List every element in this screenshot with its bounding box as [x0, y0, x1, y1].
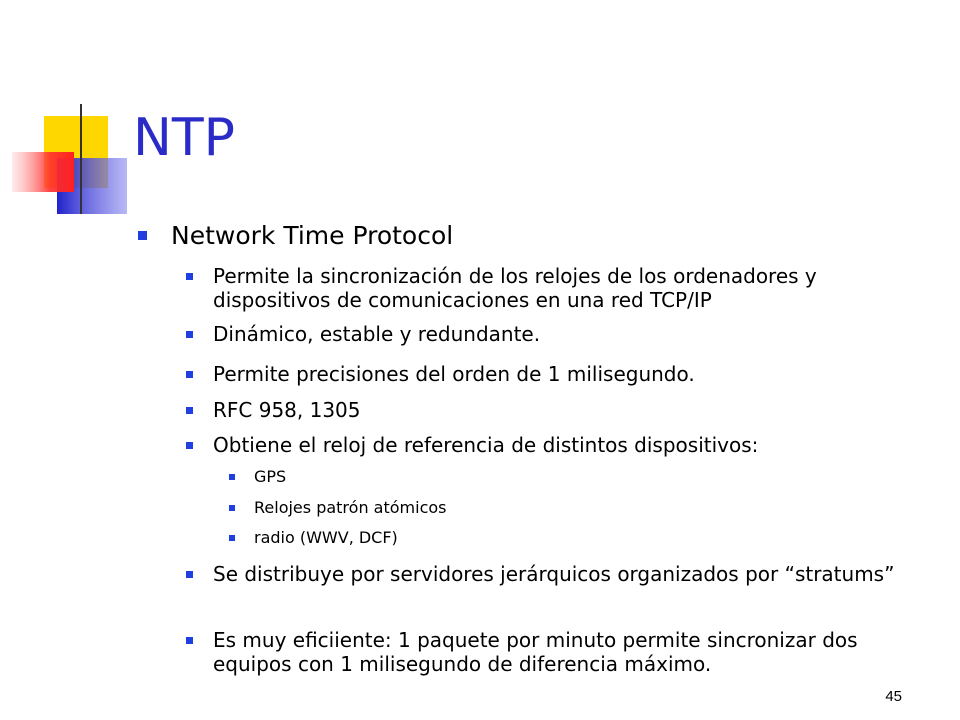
list-item	[254, 498, 446, 518]
square-bullet-icon	[229, 535, 235, 541]
slide-title: NTP	[133, 108, 236, 168]
list-item	[213, 562, 913, 586]
list-item	[213, 398, 361, 422]
square-bullet-icon	[186, 407, 193, 414]
list-item-text: GPS	[254, 467, 287, 486]
list-item-text: Obtiene el reloj de referencia de distintos dispositivos:	[213, 433, 759, 457]
list-item-text: Se distribuye por servidores jerárquicos organizados por “stratums”	[213, 562, 895, 586]
list-item-text: Es muy eficiiente: 1 paquete por minuto permite sincronizar dos equipos con 1 milisegundo de diferencia máximo.	[213, 628, 858, 676]
list-item-text: Dinámico, estable y redundante.	[213, 322, 541, 346]
square-bullet-icon	[186, 571, 193, 578]
list-item	[213, 362, 695, 386]
list-item-text: radio (WWV, DCF)	[254, 528, 398, 547]
list-item	[171, 221, 453, 250]
square-bullet-icon	[186, 331, 193, 338]
list-item	[213, 433, 758, 457]
list-item	[213, 264, 933, 312]
list-item-text: RFC 958, 1305	[213, 398, 361, 422]
square-bullet-icon	[229, 474, 235, 480]
deco-red-square	[12, 152, 74, 192]
list-item-text: Relojes patrón atómicos	[254, 498, 447, 517]
square-bullet-icon	[186, 442, 193, 449]
square-bullet-icon	[186, 637, 193, 644]
square-bullet-icon	[138, 231, 147, 240]
list-item	[254, 528, 398, 548]
list-item	[254, 467, 286, 487]
list-item	[213, 322, 540, 346]
list-item-text: Network Time Protocol	[171, 221, 454, 250]
list-item-text: Permite precisiones del orden de 1 milisegundo.	[213, 362, 695, 386]
square-bullet-icon	[186, 371, 193, 378]
list-item-text: Permite la sincronización de los relojes de los ordenadores y dispositivos de comunicaciones en una red TCP/IP	[213, 264, 817, 312]
list-item	[213, 628, 933, 676]
square-bullet-icon	[229, 505, 235, 511]
page-number: 45	[885, 688, 902, 705]
square-bullet-icon	[186, 273, 193, 280]
